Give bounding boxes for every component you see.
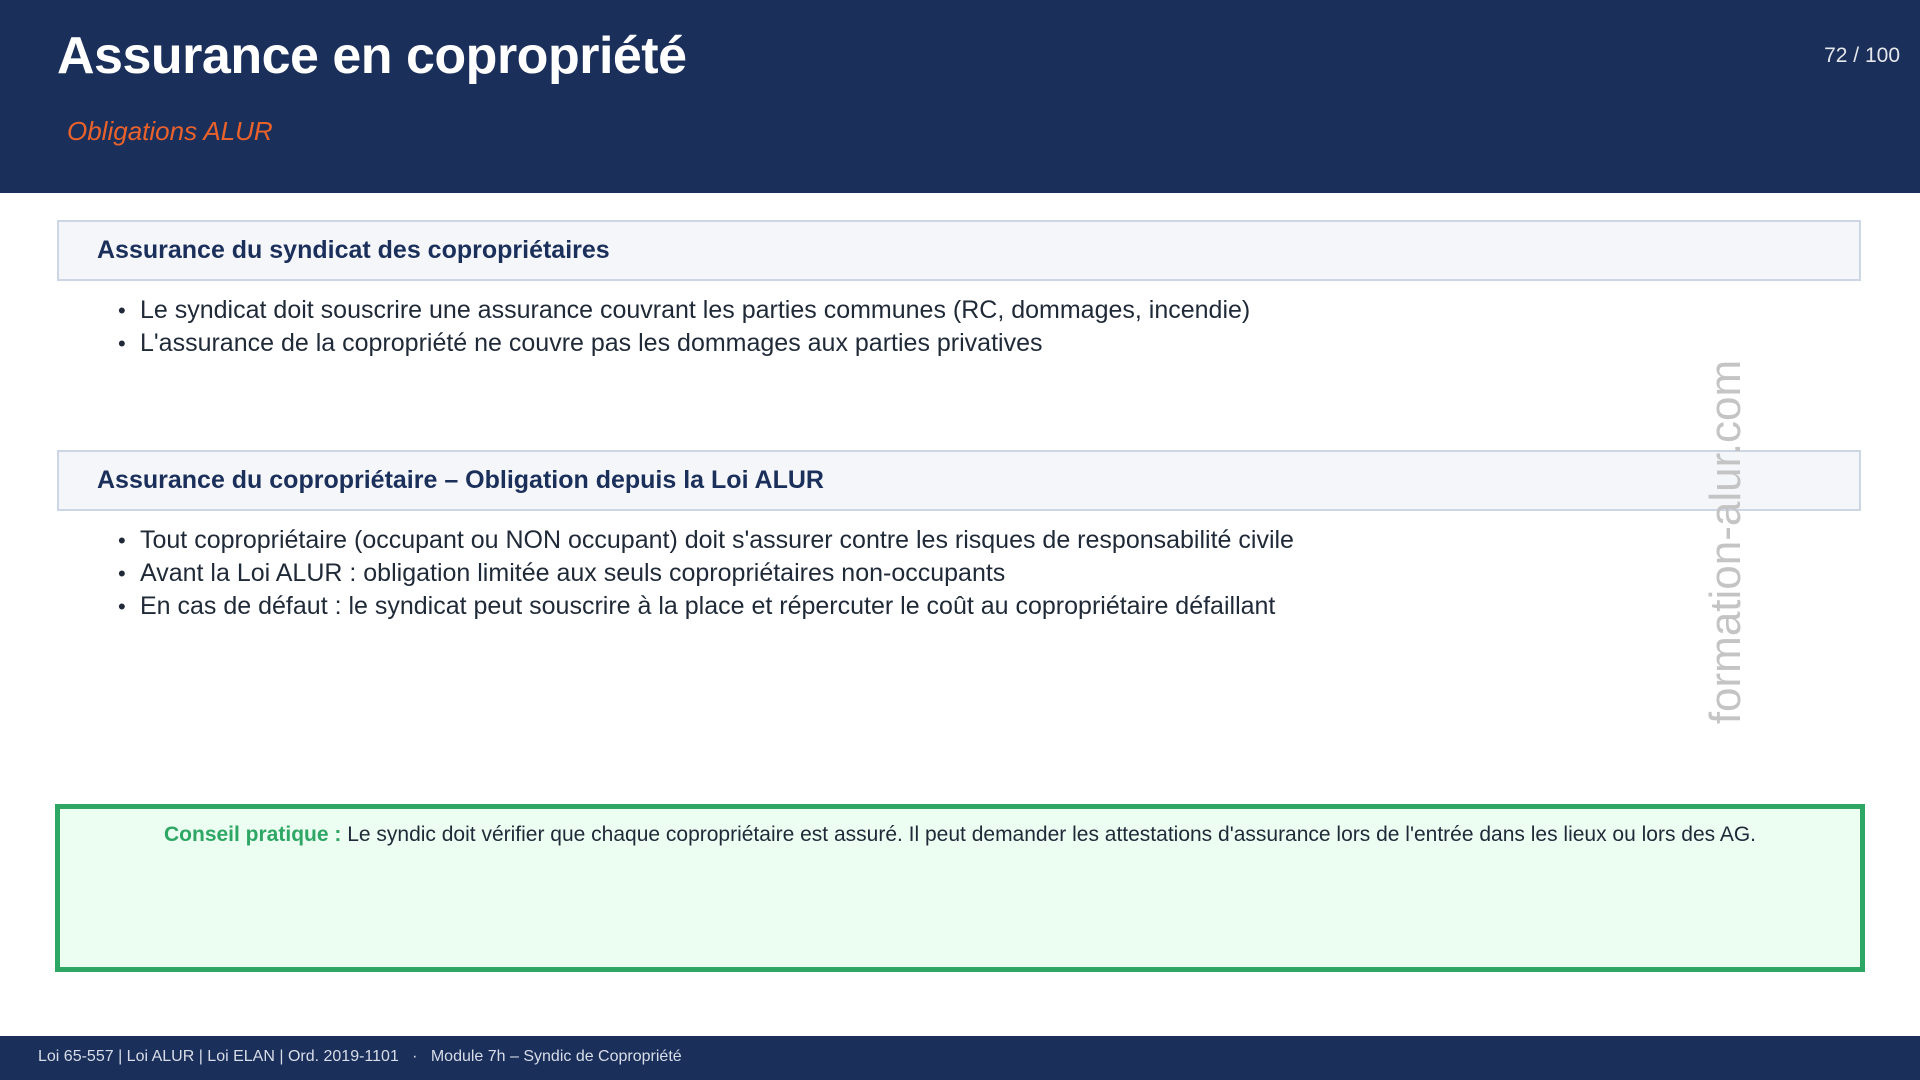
slide-subtitle: Obligations ALUR (67, 116, 273, 146)
tip-label: Conseil pratique : (164, 823, 342, 846)
tip-body: Le syndic doit vérifier que chaque copropriétaire est assuré. Il peut demander les attestations d'assurance lors de l'entrée dans les lieux ou lors des AG. (341, 823, 1756, 846)
tip-box (55, 804, 1865, 972)
bullet-list-coproprietaire (118, 524, 1294, 623)
list-item: • Avant la Loi ALUR : obligation limitée aux seuls copropriétaires non-occupants (118, 557, 1294, 590)
section-title: Assurance du syndicat des copropriétaires (97, 236, 610, 264)
list-item: • Tout copropriétaire (occupant ou NON occupant) doit s'assurer contre les risques de responsabilité civile (118, 524, 1294, 557)
bullet-list-syndicat (118, 294, 1250, 360)
footer-text: Loi 65-557 | Loi ALUR | Loi ELAN | Ord. 2019-1101 · Module 7h – Syndic de Copropriété (38, 1048, 682, 1065)
list-item: • Le syndicat doit souscrire une assurance couvrant les parties communes (RC, dommages, incendie) (118, 294, 1250, 327)
section-title: Assurance du copropriétaire – Obligation depuis la Loi ALUR (97, 466, 824, 494)
slide-footer (0, 1036, 1920, 1080)
watermark-text: formation-alur.com (1701, 359, 1750, 725)
list-item: • L'assurance de la copropriété ne couvre pas les dommages aux parties privatives (118, 327, 1250, 360)
slide-header (0, 0, 1920, 193)
tip-text (60, 823, 1860, 847)
slide-title: Assurance en copropriété (57, 27, 687, 85)
section-header-syndicat (57, 220, 1861, 281)
section-header-coproprietaire (57, 450, 1861, 511)
list-item: • En cas de défaut : le syndicat peut souscrire à la place et répercuter le coût au copropriétaire défaillant (118, 590, 1294, 623)
page-number: 72 / 100 (1824, 44, 1900, 67)
